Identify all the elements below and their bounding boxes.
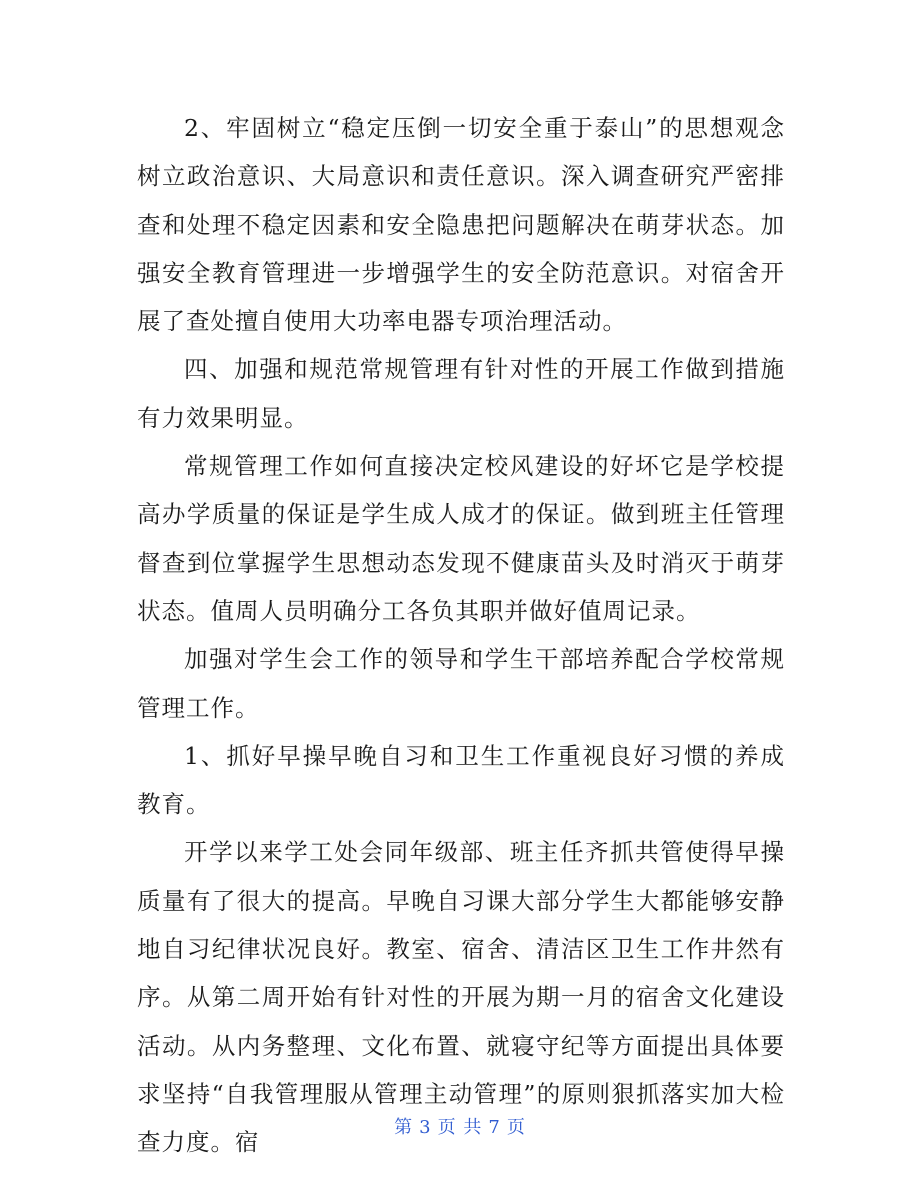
- footer-middle: 页 共: [437, 1117, 483, 1138]
- page-footer: [0, 1113, 920, 1139]
- paragraph: 1、抓好早操早晚自习和卫生工作重视良好习惯的养成教育。: [137, 741, 785, 819]
- paragraph: 常规管理工作如何直接决定校风建设的好坏它是学校提高办学质量的保证是学生成人成才的保证。做到班主任管理督查到位掌握学生思想动态发现不健康苗头及时消灭于萌芽状态。值周人员明确分工各负其职并做好值周记录。: [137, 452, 785, 625]
- footer-suffix: 页: [506, 1117, 526, 1138]
- paragraph: 加强对学生会工作的领导和学生干部培养配合学校常规管理工作。: [137, 645, 785, 722]
- paragraph: 开学以来学工处会同年级部、班主任齐抓共管使得早操质量有了很大的提高。早晚自习课大部分学生大都能够安静地自习纪律状况良好。教室、宿舍、清洁区卫生工作井然有序。从第二周开始有针对性的开展为期一月的宿舍文化建设活动。从内务整理、文化布置、就寝守纪等方面提出具体要求坚持“自我管理服从管理主动管理”的原则狠抓落实加大检查力度。宿: [137, 838, 785, 1157]
- paragraph: 2、牢固树立“稳定压倒一切安全重于泰山”的思想观念树立政治意识、大局意识和责任意识。深入调查研究严密排查和处理不稳定因素和安全隐患把问题解决在萌芽状态。加强安全教育管理进一步增强学生的安全防范意识。对宿舍开展了查处擅自使用大功率电器专项治理活动。: [137, 114, 785, 336]
- document-body: [137, 104, 785, 1167]
- paragraph: 四、加强和规范常规管理有针对性的开展工作做到措施有力效果明显。: [137, 355, 785, 432]
- footer-current-page: 3: [419, 1117, 432, 1138]
- footer-total-pages: 7: [488, 1117, 501, 1138]
- footer-prefix: 第: [394, 1117, 414, 1138]
